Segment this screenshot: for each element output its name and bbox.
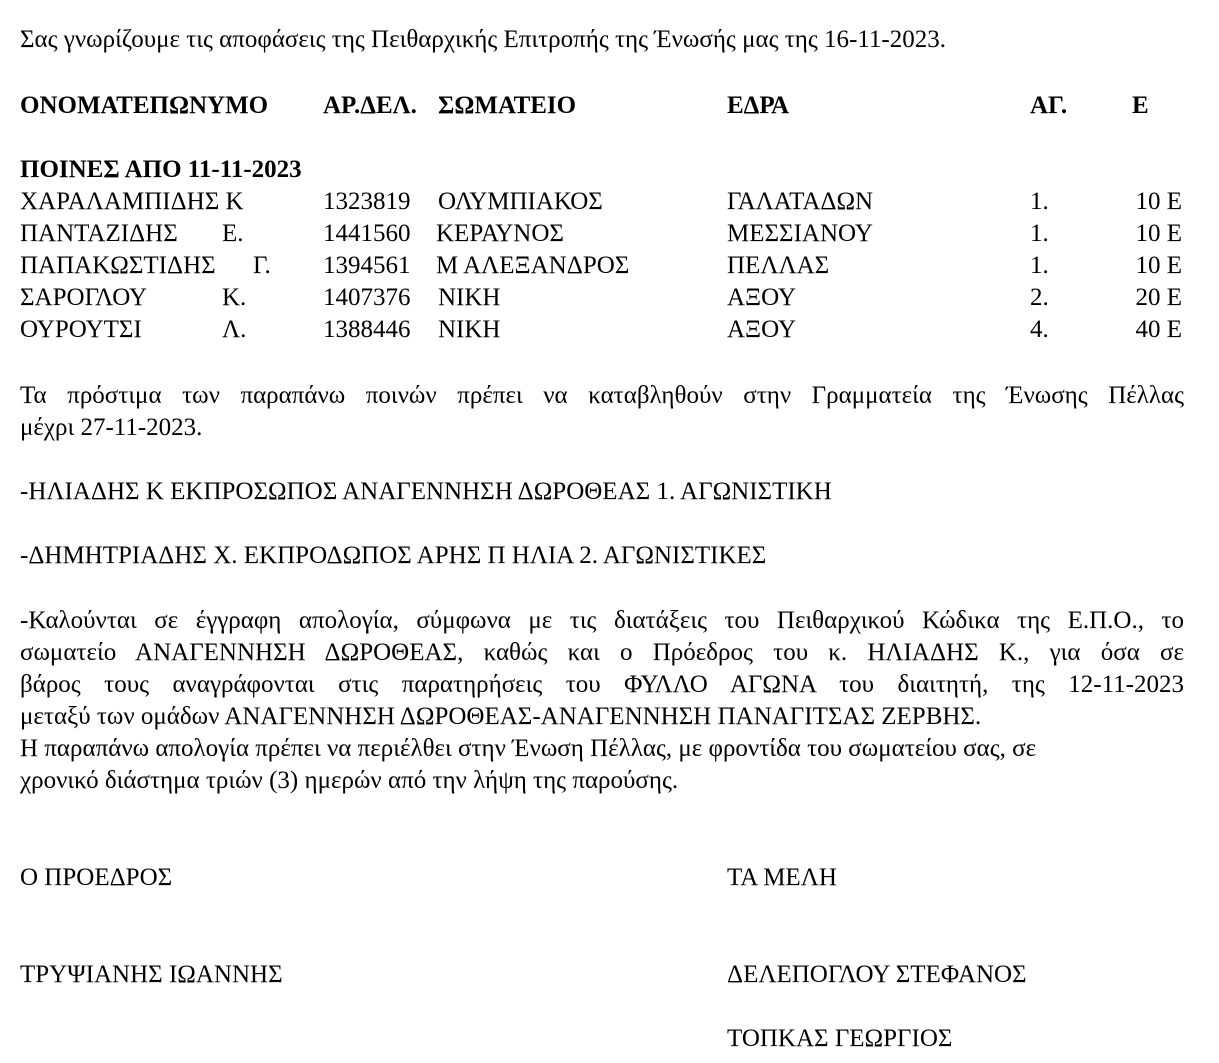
row-fine: 10 Ε: [1135, 220, 1182, 247]
row-games: 4.: [1030, 316, 1049, 343]
member-name-2: ΤΟΠΚΑΣ ΓΕΩΡΓΙΟΣ: [727, 1025, 953, 1052]
row-games: 1.: [1030, 188, 1049, 215]
summons-line: χρονικό διάστημα τριών (3) ημερών από την λήψη της παρούσης.: [20, 767, 679, 794]
fines-note: [20, 380, 1184, 444]
row-club: ΚΕΡΑΥΝΟΣ: [436, 220, 564, 247]
notice-2: -ΔΗΜΗΤΡΙΑΔΗΣ Χ. ΕΚΠΡΟΔΩΠΟΣ ΑΡΗΣ Π ΗΛΙΑ 2. ΑΓΩΝΙΣΤΙΚΕΣ: [20, 542, 767, 569]
row-initial: Ε.: [222, 220, 244, 247]
summons-line: βάρος τους αναγράφονται στις παρατηρήσεις του ΦΥΛΛΟ ΑΓΩΝΑ του διαιτητή, της 12-11-2023: [20, 671, 1184, 698]
notice-1: -ΗΛΙΑΔΗΣ Κ ΕΚΠΡΟΣΩΠΟΣ ΑΝΑΓΕΝΝΗΣΗ ΔΩΡΟΘΕΑΣ 1. ΑΓΩΝΙΣΤΙΚΗ: [20, 478, 832, 505]
header-name: ΟΝΟΜΑΤΕΠΩΝΥΜΟ: [20, 92, 269, 119]
fines-note-line: Τα πρόστιμα των παραπάνω ποινών πρέπει να καταβληθούν στην Γραμματεία της Ένωσης Πέλλας: [20, 382, 1184, 409]
member-name-1: ΔΕΛΕΠΟΓΛΟΥ ΣΤΕΦΑΝΟΣ: [727, 961, 1027, 988]
row-seat: ΠΕΛΛΑΣ: [727, 252, 830, 279]
header-seat: ΕΔΡΑ: [727, 92, 789, 119]
row-initial: Γ.: [253, 252, 271, 279]
row-club: ΝΙΚΗ: [438, 316, 501, 343]
fines-note-line: μέχρι 27-11-2023.: [20, 414, 203, 441]
row-seat: ΓΑΛΑΤΑΔΩΝ: [727, 188, 874, 215]
section-heading: ΠΟΙΝΕΣ ΑΠΟ 11-11-2023: [20, 156, 302, 183]
row-id: 1394561: [323, 252, 411, 279]
row-fine: 40 Ε: [1135, 316, 1182, 343]
row-id: 1441560: [323, 220, 411, 247]
row-name: ΣΑΡΟΓΛΟΥ: [20, 284, 148, 311]
summons-line: σωματείο ΑΝΑΓΕΝΝΗΣΗ ΔΩΡΟΘΕΑΣ, καθώς και ο Πρόεδρος του κ. ΗΛΙΑΔΗΣ Κ., για όσα σε: [20, 639, 1184, 666]
row-games: 2.: [1030, 284, 1049, 311]
row-games: 1.: [1030, 220, 1049, 247]
row-fine: 20 Ε: [1135, 284, 1182, 311]
summons-paragraph: [20, 605, 1184, 797]
row-club: ΟΛΥΜΠΙΑΚΟΣ: [438, 188, 603, 215]
row-name: ΠΑΝΤΑΖΙΔΗΣ: [20, 220, 178, 247]
row-id: 1407376: [323, 284, 411, 311]
header-euro: Ε: [1132, 92, 1149, 119]
row-initial: Κ.: [222, 284, 247, 311]
summons-line: Η παραπάνω απολογία πρέπει να περιέλθει στην Ένωση Πέλλας, με φροντίδα του σωματείου σας, σε: [20, 735, 1037, 762]
row-seat: ΜΕΣΣΙΑΝΟΥ: [727, 220, 873, 247]
row-club: ΝΙΚΗ: [438, 284, 501, 311]
row-club: Μ ΑΛΕΞΑΝΔΡΟΣ: [436, 252, 630, 279]
row-fine: 10 Ε: [1135, 188, 1182, 215]
summons-line: μεταξύ των ομάδων ΑΝΑΓΕΝΝΗΣΗ ΔΩΡΟΘΕΑΣ-ΑΝΑΓΕΝΝΗΣΗ ΠΑΝΑΓΙΤΣΑΣ ΖΕΡΒΗΣ.: [20, 703, 982, 730]
row-seat: ΑΞΟΥ: [727, 284, 796, 311]
row-seat: ΑΞΟΥ: [727, 316, 796, 343]
header-games: ΑΓ.: [1030, 92, 1068, 119]
row-name: ΧΑΡΑΛΑΜΠΙΔΗΣ Κ: [20, 188, 244, 215]
row-initial: Λ.: [222, 316, 247, 343]
members-title: ΤΑ ΜΕΛΗ: [727, 864, 837, 891]
row-fine: 10 Ε: [1135, 252, 1182, 279]
row-name: ΟΥΡΟΥΤΣΙ: [20, 316, 142, 343]
row-games: 1.: [1030, 252, 1049, 279]
president-name: ΤΡΥΨΙΑΝΗΣ ΙΩΑΝΝΗΣ: [20, 961, 283, 988]
president-title: Ο ΠΡΟΕΔΡΟΣ: [20, 864, 173, 891]
header-club: ΣΩΜΑΤΕΙΟ: [438, 92, 577, 119]
summons-line: -Καλούνται σε έγγραφη απολογία, σύμφωνα με τις διατάξεις του Πειθαρχικού Κώδικα της Ε.Π.Ο., το: [20, 607, 1184, 634]
row-id: 1323819: [323, 188, 411, 215]
intro-text: Σας γνωρίζουμε τις αποφάσεις της Πειθαρχικής Επιτροπής της Ένωσής μας της 16-11-2023.: [20, 26, 946, 53]
row-id: 1388446: [323, 316, 411, 343]
header-id: ΑΡ.ΔΕΛ.: [323, 92, 417, 119]
row-name: ΠΑΠΑΚΩΣΤΙΔΗΣ: [20, 252, 216, 279]
